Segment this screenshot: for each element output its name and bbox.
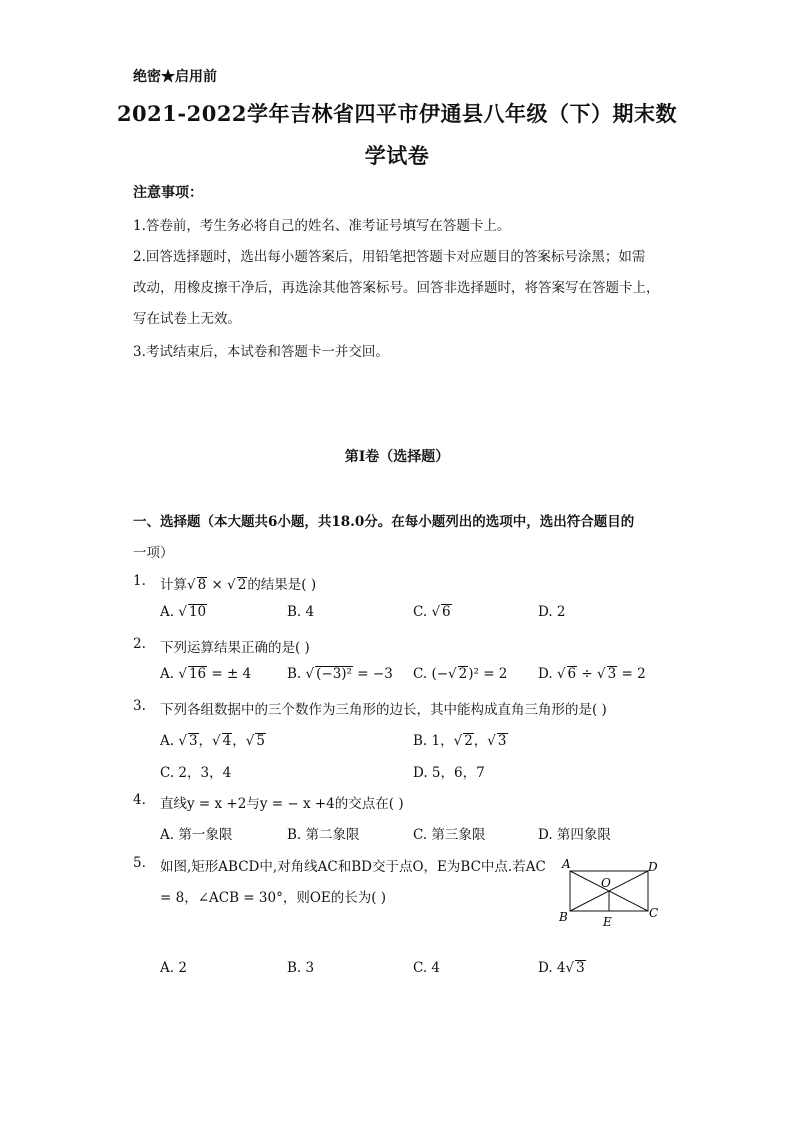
- question-number: 1.: [133, 573, 146, 589]
- question-5-option-d[interactable]: D. 4√ 3: [538, 960, 585, 976]
- question-4-option-a[interactable]: A. 第一象限: [160, 827, 233, 843]
- label-e: E: [603, 915, 612, 929]
- question-1-text: 计算√ 8 × √ 2的结果是( ): [160, 577, 317, 593]
- notice-item-2-line2: 改动，用橡皮擦干净后，再选涂其他答案标号。回答非选择题时，将答案写在答题卡上，: [133, 280, 660, 296]
- question-2-option-b[interactable]: B. √ (−3)² = −3: [287, 666, 393, 682]
- part1-heading-line2: 一项）: [133, 545, 174, 561]
- question-1-option-a[interactable]: A. √ 10: [160, 604, 207, 620]
- question-1-option-b[interactable]: B. 4: [287, 604, 315, 620]
- question-number: 5.: [133, 855, 146, 871]
- question-3-option-a[interactable]: A. √ 3，√ 4，√ 5: [160, 733, 265, 749]
- question-number: 4.: [133, 792, 146, 808]
- question-number: 3.: [133, 698, 146, 714]
- question-5-text-line1: 如图,矩形ABCD中,对角线AC和BD交于点O，E为BC中点.若AC: [160, 859, 546, 875]
- label-o: O: [601, 876, 611, 890]
- notice-item-2-line1: 2.回答选择题时，选出每小题答案后，用铅笔把答题卡对应题目的答案标号涂黑；如需: [133, 249, 646, 265]
- label-b: B: [559, 910, 568, 924]
- exam-title-line2: 学试卷: [364, 143, 430, 168]
- question-4-option-c[interactable]: C. 第三象限: [413, 827, 486, 843]
- question-4-option-b[interactable]: B. 第二象限: [287, 827, 360, 843]
- question-4-text: 直线y = x +2与y = − x +4的交点在( ): [160, 796, 404, 812]
- label-d: D: [648, 860, 658, 874]
- question-1-option-c[interactable]: C. √ 6: [413, 604, 451, 620]
- question-3-option-c[interactable]: C. 2，3，4: [160, 765, 232, 781]
- question-number: 2.: [133, 636, 146, 652]
- section-title: 第I卷（选择题）: [344, 449, 450, 465]
- label-a: A: [562, 857, 571, 871]
- question-5-option-c[interactable]: C. 4: [413, 960, 441, 976]
- confidential-mark: 绝密★启用前: [133, 69, 217, 85]
- label-c: C: [649, 906, 659, 920]
- exam-title-line1: 2021-2022学年吉林省四平市伊通县八年级（下）期末数: [116, 101, 678, 126]
- rectangle-diagram: [558, 855, 664, 931]
- question-5-text-line2: = 8，∠ACB = 30°，则OE的长为( ): [160, 890, 387, 906]
- question-2-text: 下列运算结果正确的是( ): [160, 640, 310, 656]
- notice-item-3: 3.考试结束后，本试卷和答题卡一并交回。: [133, 344, 389, 360]
- question-2-option-c[interactable]: C. (−√ 2)² = 2: [413, 666, 508, 682]
- question-2-option-d[interactable]: D. √ 6 ÷ √ 3 = 2: [538, 666, 646, 682]
- notice-item-2-line3: 写在试卷上无效。: [133, 311, 241, 327]
- question-5-option-a[interactable]: A. 2: [160, 960, 187, 976]
- question-3-text: 下列各组数据中的三个数作为三角形的边长，其中能构成直角三角形的是( ): [160, 702, 607, 718]
- question-1-option-d[interactable]: D. 2: [538, 604, 566, 620]
- question-2-option-a[interactable]: A. √ 16 = ± 4: [160, 666, 252, 682]
- notice-heading: 注意事项：: [133, 185, 203, 201]
- notice-item-1: 1.答卷前，考生务必将自己的姓名、准考证号填写在答题卡上。: [133, 218, 511, 234]
- question-5-option-b[interactable]: B. 3: [287, 960, 315, 976]
- part1-heading-line1: 一、选择题（本大题共6小题，共18.0分。在每小题列出的选项中，选出符合题目的: [133, 514, 635, 530]
- question-3-option-b[interactable]: B. 1，√ 2，√ 3: [413, 733, 507, 749]
- question-3-option-d[interactable]: D. 5，6，7: [413, 765, 485, 781]
- question-4-option-d[interactable]: D. 第四象限: [538, 827, 611, 843]
